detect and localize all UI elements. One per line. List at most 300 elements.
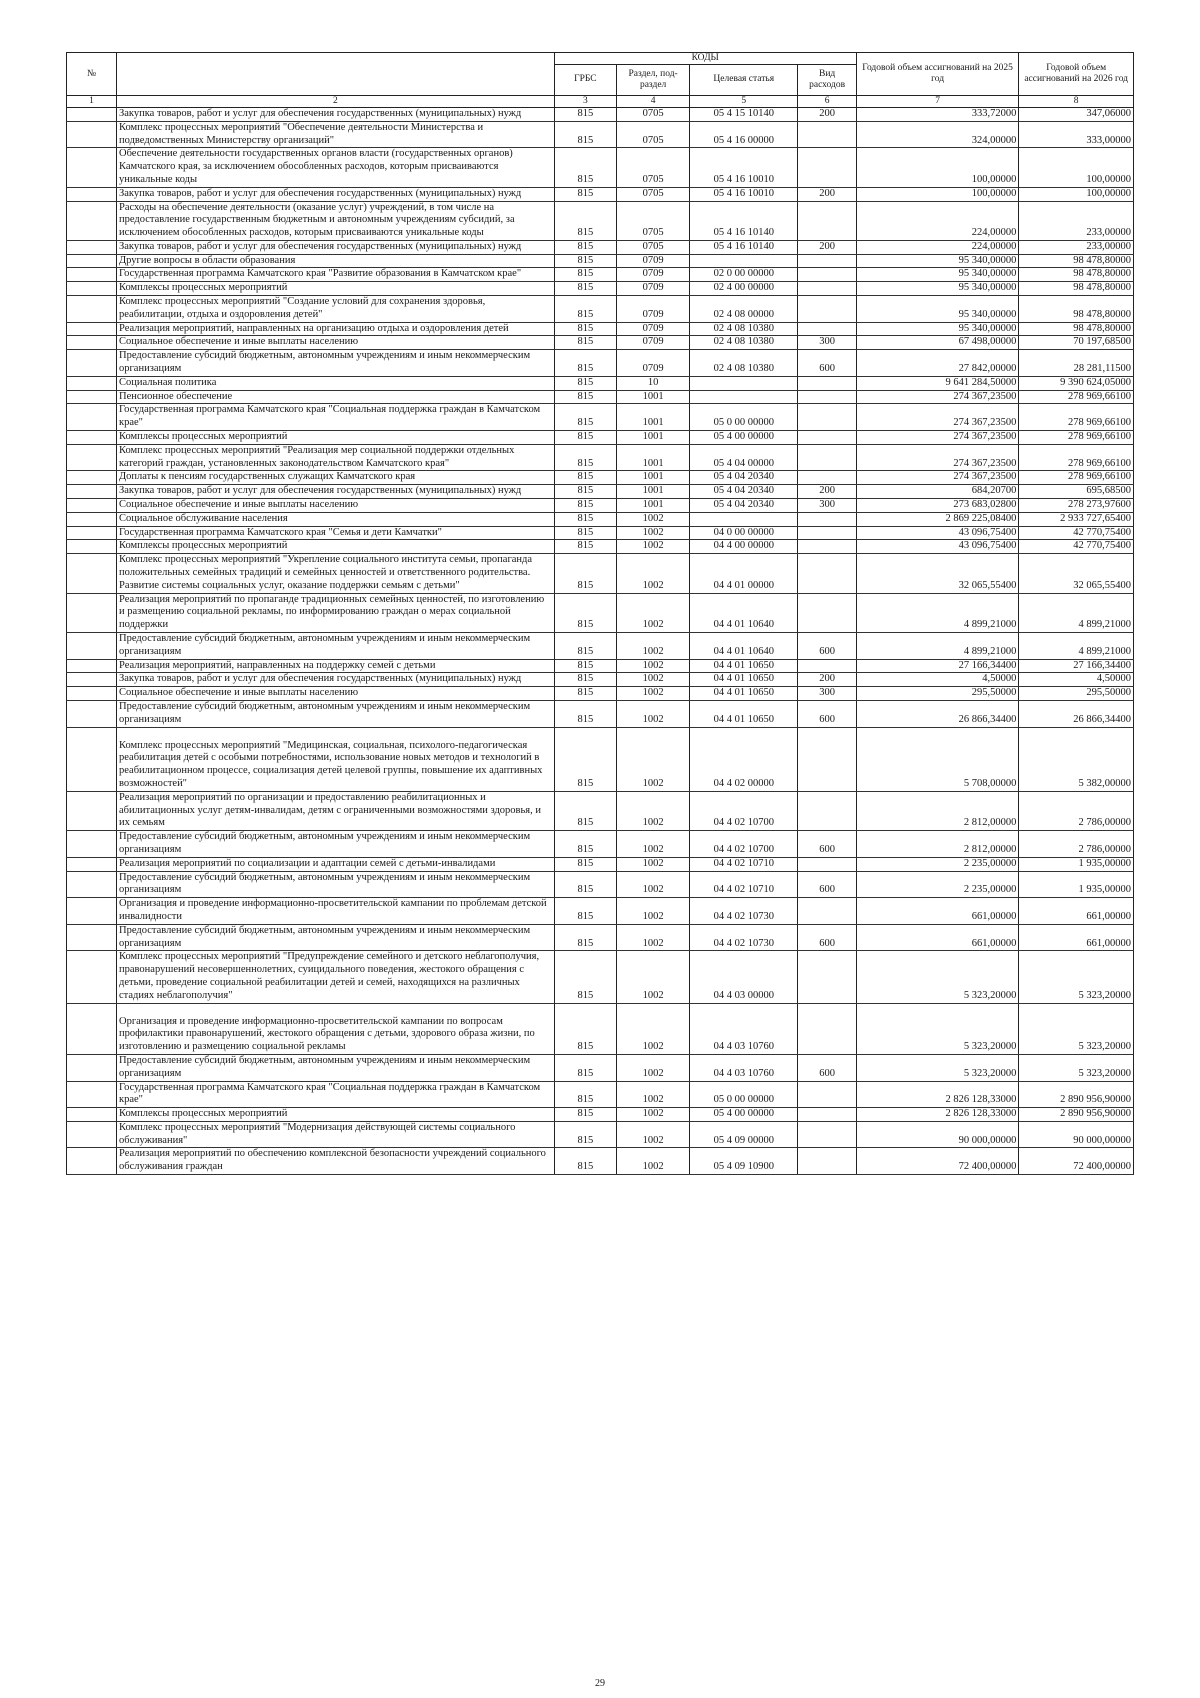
row-razdel: 10 [617, 376, 690, 390]
row-razdel: 1001 [617, 390, 690, 404]
row-grbs: 815 [554, 924, 617, 951]
row-razdel: 1002 [617, 831, 690, 858]
row-amount-2025: 2 869 225,08400 [856, 512, 1019, 526]
row-grbs: 815 [554, 471, 617, 485]
row-number-cell [67, 431, 117, 445]
table-row [67, 1003, 1134, 1054]
row-razdel: 1002 [617, 1054, 690, 1081]
row-grbs: 815 [554, 187, 617, 201]
row-amount-2025: 295,50000 [856, 687, 1019, 701]
row-amount-2026: 278 969,66100 [1019, 471, 1134, 485]
row-razdel: 0709 [617, 254, 690, 268]
row-razdel: 1002 [617, 1121, 690, 1148]
row-amount-2026: 26 866,34400 [1019, 700, 1134, 727]
row-vid-raskhodov: 200 [798, 485, 856, 499]
row-amount-2025: 274 367,23500 [856, 390, 1019, 404]
row-amount-2025: 43 096,75400 [856, 526, 1019, 540]
row-vid-raskhodov: 600 [798, 1054, 856, 1081]
row-tselevaya-statya: 02 0 00 00000 [690, 268, 798, 282]
row-amount-2025: 2 826 128,33000 [856, 1081, 1019, 1108]
row-number-cell [67, 857, 117, 871]
row-vid-raskhodov [798, 526, 856, 540]
row-name: Социальная политика [117, 376, 555, 390]
row-vid-raskhodov: 600 [798, 350, 856, 377]
row-number-cell [67, 282, 117, 296]
row-amount-2025: 2 812,00000 [856, 791, 1019, 830]
row-amount-2025: 4,50000 [856, 673, 1019, 687]
row-amount-2026: 5 382,00000 [1019, 727, 1134, 791]
row-tselevaya-statya: 04 4 02 10700 [690, 831, 798, 858]
row-razdel: 1001 [617, 444, 690, 471]
row-amount-2025: 100,00000 [856, 148, 1019, 187]
row-amount-2025: 95 340,00000 [856, 268, 1019, 282]
row-tselevaya-statya: 04 4 03 00000 [690, 951, 798, 1003]
row-amount-2025: 95 340,00000 [856, 254, 1019, 268]
row-razdel: 1002 [617, 1003, 690, 1054]
row-name: Комплекс процессных мероприятий "Обеспечение деятельности Министерства и подведомственных Министерству организаций" [117, 121, 555, 148]
row-number-cell [67, 951, 117, 1003]
row-vid-raskhodov: 600 [798, 700, 856, 727]
row-grbs: 815 [554, 871, 617, 898]
row-razdel: 1001 [617, 431, 690, 445]
header-column-numbers [67, 95, 1134, 107]
row-grbs: 815 [554, 336, 617, 350]
row-name: Другие вопросы в области образования [117, 254, 555, 268]
row-amount-2026: 42 770,75400 [1019, 526, 1134, 540]
header-kody: КОДЫ [554, 53, 856, 65]
row-amount-2025: 95 340,00000 [856, 322, 1019, 336]
row-grbs: 815 [554, 951, 617, 1003]
row-tselevaya-statya: 05 4 04 20340 [690, 499, 798, 513]
row-amount-2026: 695,68500 [1019, 485, 1134, 499]
row-number-cell [67, 791, 117, 830]
row-name: Социальное обеспечение и иные выплаты населению [117, 687, 555, 701]
table-row [67, 322, 1134, 336]
row-number-cell [67, 201, 117, 240]
row-grbs: 815 [554, 268, 617, 282]
row-name: Комплексы процессных мероприятий [117, 282, 555, 296]
row-name: Предоставление субсидий бюджетным, автономным учреждениям и иным некоммерческим организациям [117, 924, 555, 951]
row-grbs: 815 [554, 148, 617, 187]
row-tselevaya-statya: 04 4 02 10710 [690, 857, 798, 871]
row-grbs: 815 [554, 1081, 617, 1108]
row-tselevaya-statya: 05 0 00 00000 [690, 1081, 798, 1108]
table-row [67, 121, 1134, 148]
row-name: Организация и проведение информационно-просветительской кампании по вопросам профилактики правонарушений, жестокого обращения с детьми, здорового образа жизни, по изготовлению и размещению социальной рекламы [117, 1003, 555, 1054]
row-tselevaya-statya: 05 0 00 00000 [690, 404, 798, 431]
row-razdel: 1002 [617, 1081, 690, 1108]
header-grbs: ГРБС [554, 64, 617, 95]
row-razdel: 0705 [617, 107, 690, 121]
row-name: Комплекс процессных мероприятий "Модернизация действующей системы социального обслуживания" [117, 1121, 555, 1148]
row-name: Комплексы процессных мероприятий [117, 1108, 555, 1122]
row-amount-2025: 2 235,00000 [856, 857, 1019, 871]
row-amount-2026: 98 478,80000 [1019, 254, 1134, 268]
row-amount-2025: 5 708,00000 [856, 727, 1019, 791]
row-number-cell [67, 148, 117, 187]
row-amount-2025: 661,00000 [856, 898, 1019, 925]
table-row [67, 201, 1134, 240]
row-amount-2026: 90 000,00000 [1019, 1121, 1134, 1148]
table-row [67, 554, 1134, 593]
table-row [67, 951, 1134, 1003]
header-razdel: Раздел, под-раздел [617, 64, 690, 95]
row-grbs: 815 [554, 593, 617, 632]
row-tselevaya-statya: 05 4 16 10140 [690, 240, 798, 254]
row-vid-raskhodov [798, 254, 856, 268]
row-grbs: 815 [554, 633, 617, 660]
row-razdel: 0709 [617, 268, 690, 282]
row-amount-2026: 347,06000 [1019, 107, 1134, 121]
row-amount-2025: 224,00000 [856, 240, 1019, 254]
row-name: Комплекс процессных мероприятий "Укрепление социального института семьи, пропаганда положительных семейных традиций и семейных ценностей и ответственного родительства. Развитие системы социальных услуг, оказание поддержки семьям с детьми" [117, 554, 555, 593]
row-grbs: 815 [554, 1003, 617, 1054]
row-tselevaya-statya [690, 512, 798, 526]
row-razdel: 1001 [617, 404, 690, 431]
row-number-cell [67, 673, 117, 687]
row-tselevaya-statya: 04 4 01 10650 [690, 659, 798, 673]
row-tselevaya-statya: 04 4 01 10640 [690, 593, 798, 632]
row-amount-2025: 274 367,23500 [856, 471, 1019, 485]
row-razdel: 0705 [617, 201, 690, 240]
row-number-cell [67, 1003, 117, 1054]
row-amount-2025: 5 323,20000 [856, 1054, 1019, 1081]
row-amount-2026: 2 890 956,90000 [1019, 1081, 1134, 1108]
row-amount-2026: 278 273,97600 [1019, 499, 1134, 513]
row-name: Закупка товаров, работ и услуг для обеспечения государственных (муниципальных) нужд [117, 240, 555, 254]
row-amount-2026: 27 166,34400 [1019, 659, 1134, 673]
table-row [67, 404, 1134, 431]
row-vid-raskhodov [798, 951, 856, 1003]
row-name: Предоставление субсидий бюджетным, автономным учреждениям и иным некоммерческим организациям [117, 831, 555, 858]
row-razdel: 1002 [617, 659, 690, 673]
table-row [67, 268, 1134, 282]
row-amount-2026: 42 770,75400 [1019, 540, 1134, 554]
row-razdel: 0705 [617, 240, 690, 254]
row-name: Пенсионное обеспечение [117, 390, 555, 404]
row-grbs: 815 [554, 350, 617, 377]
row-amount-2026: 278 969,66100 [1019, 444, 1134, 471]
budget-table [66, 52, 1134, 1175]
row-amount-2025: 27 166,34400 [856, 659, 1019, 673]
row-amount-2026: 2 933 727,65400 [1019, 512, 1134, 526]
row-amount-2025: 4 899,21000 [856, 633, 1019, 660]
table-row [67, 282, 1134, 296]
row-vid-raskhodov [798, 390, 856, 404]
row-amount-2025: 72 400,00000 [856, 1148, 1019, 1175]
table-row [67, 1148, 1134, 1175]
row-name: Организация и проведение информационно-просветительской кампании по проблемам детской инвалидности [117, 898, 555, 925]
row-vid-raskhodov [798, 322, 856, 336]
row-tselevaya-statya: 02 4 08 10380 [690, 336, 798, 350]
row-number-cell [67, 322, 117, 336]
row-grbs: 815 [554, 121, 617, 148]
header-no: № [67, 53, 117, 96]
row-name: Обеспечение деятельности государственных органов власти (государственных органов) Камчатского края, за исключением обособленных расходов, которым присваиваются уникальные коды [117, 148, 555, 187]
row-amount-2025: 43 096,75400 [856, 540, 1019, 554]
row-tselevaya-statya: 05 4 16 10010 [690, 148, 798, 187]
row-number-cell [67, 499, 117, 513]
row-razdel: 1002 [617, 898, 690, 925]
row-number-cell [67, 526, 117, 540]
row-vid-raskhodov: 600 [798, 871, 856, 898]
row-amount-2026: 98 478,80000 [1019, 282, 1134, 296]
row-vid-raskhodov [798, 1121, 856, 1148]
row-amount-2026: 1 935,00000 [1019, 857, 1134, 871]
row-number-cell [67, 700, 117, 727]
row-tselevaya-statya: 05 4 16 00000 [690, 121, 798, 148]
row-name: Закупка товаров, работ и услуг для обеспечения государственных (муниципальных) нужд [117, 485, 555, 499]
row-number-cell [67, 240, 117, 254]
row-amount-2025: 9 641 284,50000 [856, 376, 1019, 390]
row-amount-2025: 100,00000 [856, 187, 1019, 201]
row-amount-2025: 4 899,21000 [856, 593, 1019, 632]
row-grbs: 815 [554, 687, 617, 701]
row-amount-2025: 5 323,20000 [856, 951, 1019, 1003]
row-number-cell [67, 444, 117, 471]
table-row [67, 593, 1134, 632]
table-row [67, 512, 1134, 526]
row-razdel: 1002 [617, 512, 690, 526]
row-tselevaya-statya: 05 4 00 00000 [690, 1108, 798, 1122]
row-name: Реализация мероприятий, направленных на поддержку семей с детьми [117, 659, 555, 673]
row-tselevaya-statya: 04 4 02 10700 [690, 791, 798, 830]
row-vid-raskhodov [798, 296, 856, 323]
row-razdel: 1002 [617, 687, 690, 701]
header-vid: Вид расходов [798, 64, 856, 95]
row-grbs: 815 [554, 376, 617, 390]
row-tselevaya-statya: 04 0 00 00000 [690, 526, 798, 540]
row-vid-raskhodov [798, 898, 856, 925]
col-number: 5 [690, 95, 798, 107]
row-tselevaya-statya: 04 4 02 10730 [690, 898, 798, 925]
table-row [67, 471, 1134, 485]
row-tselevaya-statya: 04 4 01 10650 [690, 687, 798, 701]
row-number-cell [67, 1054, 117, 1081]
table-row [67, 350, 1134, 377]
row-vid-raskhodov [798, 1108, 856, 1122]
row-tselevaya-statya: 02 4 00 00000 [690, 282, 798, 296]
row-number-cell [67, 659, 117, 673]
row-vid-raskhodov: 300 [798, 336, 856, 350]
table-body [67, 107, 1134, 1174]
table-row [67, 1108, 1134, 1122]
row-vid-raskhodov [798, 268, 856, 282]
row-name: Предоставление субсидий бюджетным, автономным учреждениям и иным некоммерческим организациям [117, 1054, 555, 1081]
table-row [67, 376, 1134, 390]
col-number: 6 [798, 95, 856, 107]
row-tselevaya-statya: 04 4 01 10650 [690, 700, 798, 727]
row-number-cell [67, 485, 117, 499]
row-amount-2026: 100,00000 [1019, 187, 1134, 201]
row-grbs: 815 [554, 499, 617, 513]
row-amount-2025: 2 826 128,33000 [856, 1108, 1019, 1122]
row-name: Социальное обеспечение и иные выплаты населению [117, 499, 555, 513]
row-vid-raskhodov: 600 [798, 633, 856, 660]
table-row [67, 187, 1134, 201]
header-2025: Годовой объем ассигнований на 2025 год [856, 53, 1019, 96]
row-tselevaya-statya: 05 4 16 10140 [690, 201, 798, 240]
row-number-cell [67, 187, 117, 201]
table-row [67, 254, 1134, 268]
row-vid-raskhodov [798, 471, 856, 485]
row-name: Предоставление субсидий бюджетным, автономным учреждениям и иным некоммерческим организациям [117, 350, 555, 377]
table-row [67, 727, 1134, 791]
row-number-cell [67, 540, 117, 554]
row-amount-2026: 278 969,66100 [1019, 390, 1134, 404]
row-razdel: 1002 [617, 1108, 690, 1122]
row-vid-raskhodov [798, 201, 856, 240]
row-grbs: 815 [554, 554, 617, 593]
table-row [67, 148, 1134, 187]
table-row [67, 687, 1134, 701]
row-tselevaya-statya: 04 4 02 10730 [690, 924, 798, 951]
row-name: Закупка товаров, работ и услуг для обеспечения государственных (муниципальных) нужд [117, 187, 555, 201]
table-row [67, 431, 1134, 445]
row-razdel: 0709 [617, 322, 690, 336]
table-row [67, 871, 1134, 898]
row-name: Государственная программа Камчатского края "Социальная поддержка граждан в Камчатском крае" [117, 404, 555, 431]
col-number: 7 [856, 95, 1019, 107]
row-tselevaya-statya: 04 4 03 10760 [690, 1003, 798, 1054]
row-number-cell [67, 727, 117, 791]
row-vid-raskhodov [798, 1003, 856, 1054]
row-amount-2026: 295,50000 [1019, 687, 1134, 701]
row-number-cell [67, 831, 117, 858]
row-amount-2026: 661,00000 [1019, 924, 1134, 951]
row-name: Закупка товаров, работ и услуг для обеспечения государственных (муниципальных) нужд [117, 673, 555, 687]
row-number-cell [67, 593, 117, 632]
row-amount-2026: 1 935,00000 [1019, 871, 1134, 898]
row-razdel: 1001 [617, 471, 690, 485]
row-name: Государственная программа Камчатского края "Семья и дети Камчатки" [117, 526, 555, 540]
row-vid-raskhodov: 200 [798, 187, 856, 201]
row-amount-2025: 273 683,02800 [856, 499, 1019, 513]
page-number: 29 [595, 1678, 605, 1689]
table-row [67, 499, 1134, 513]
row-vid-raskhodov [798, 444, 856, 471]
header-2026: Годовой объем ассигнований на 2026 год [1019, 53, 1134, 96]
row-grbs: 815 [554, 1108, 617, 1122]
row-number-cell [67, 404, 117, 431]
row-vid-raskhodov: 200 [798, 107, 856, 121]
row-amount-2025: 95 340,00000 [856, 282, 1019, 296]
row-razdel: 1002 [617, 791, 690, 830]
row-vid-raskhodov [798, 857, 856, 871]
row-grbs: 815 [554, 322, 617, 336]
row-amount-2026: 28 281,11500 [1019, 350, 1134, 377]
col-number: 3 [554, 95, 617, 107]
table-row [67, 107, 1134, 121]
row-grbs: 815 [554, 526, 617, 540]
row-razdel: 0709 [617, 336, 690, 350]
row-name: Государственная программа Камчатского края "Развитие образования в Камчатском крае" [117, 268, 555, 282]
row-number-cell [67, 1081, 117, 1108]
row-name: Реализация мероприятий по организации и предоставлению реабилитационных и абилитационных услуг детям-инвалидам, детям с ограниченными возможностями здоровья, и их семьям [117, 791, 555, 830]
row-tselevaya-statya: 04 4 01 00000 [690, 554, 798, 593]
row-amount-2025: 90 000,00000 [856, 1121, 1019, 1148]
row-amount-2026: 233,00000 [1019, 201, 1134, 240]
header-name [117, 53, 555, 96]
row-razdel: 1002 [617, 951, 690, 1003]
row-tselevaya-statya: 05 4 15 10140 [690, 107, 798, 121]
row-grbs: 815 [554, 254, 617, 268]
row-name: Доплаты к пенсиям государственных служащих Камчатского края [117, 471, 555, 485]
row-amount-2026: 2 890 956,90000 [1019, 1108, 1134, 1122]
row-number-cell [67, 390, 117, 404]
row-vid-raskhodov: 300 [798, 687, 856, 701]
row-tselevaya-statya: 05 4 04 20340 [690, 485, 798, 499]
table-row [67, 633, 1134, 660]
row-amount-2025: 67 498,00000 [856, 336, 1019, 350]
row-amount-2026: 333,00000 [1019, 121, 1134, 148]
row-tselevaya-statya: 05 4 09 00000 [690, 1121, 798, 1148]
row-number-cell [67, 254, 117, 268]
row-grbs: 815 [554, 296, 617, 323]
col-number: 4 [617, 95, 690, 107]
row-tselevaya-statya [690, 390, 798, 404]
table-row [67, 673, 1134, 687]
row-vid-raskhodov [798, 282, 856, 296]
row-number-cell [67, 296, 117, 323]
header-tselevaya: Целевая статья [690, 64, 798, 95]
row-amount-2026: 100,00000 [1019, 148, 1134, 187]
row-razdel: 0705 [617, 121, 690, 148]
row-name: Социальное обслуживание населения [117, 512, 555, 526]
row-grbs: 815 [554, 791, 617, 830]
row-razdel: 1001 [617, 499, 690, 513]
row-amount-2026: 5 323,20000 [1019, 1003, 1134, 1054]
row-razdel: 1002 [617, 593, 690, 632]
row-tselevaya-statya: 04 4 03 10760 [690, 1054, 798, 1081]
table-row [67, 444, 1134, 471]
row-amount-2026: 233,00000 [1019, 240, 1134, 254]
table-row [67, 390, 1134, 404]
table-row [67, 1121, 1134, 1148]
row-razdel: 1001 [617, 485, 690, 499]
row-razdel: 1002 [617, 554, 690, 593]
row-amount-2026: 98 478,80000 [1019, 322, 1134, 336]
row-tselevaya-statya: 02 4 08 10380 [690, 350, 798, 377]
row-number-cell [67, 1121, 117, 1148]
row-name: Расходы на обеспечение деятельности (оказание услуг) учреждений, в том числе на предоставление государственным бюджетным и автономным учреждениям субсидий, за исключением обособленных расходов, которым присваиваются уникальные коды [117, 201, 555, 240]
row-grbs: 815 [554, 404, 617, 431]
table-row [67, 924, 1134, 951]
row-amount-2026: 2 786,00000 [1019, 791, 1134, 830]
row-name: Предоставление субсидий бюджетным, автономным учреждениям и иным некоммерческим организациям [117, 871, 555, 898]
row-number-cell [67, 107, 117, 121]
row-vid-raskhodov [798, 593, 856, 632]
row-amount-2026: 4 899,21000 [1019, 593, 1134, 632]
row-number-cell [67, 1148, 117, 1175]
row-tselevaya-statya: 05 4 04 00000 [690, 444, 798, 471]
row-tselevaya-statya: 04 4 02 10710 [690, 871, 798, 898]
row-razdel: 1002 [617, 857, 690, 871]
row-tselevaya-statya: 05 4 09 10900 [690, 1148, 798, 1175]
row-grbs: 815 [554, 857, 617, 871]
row-vid-raskhodov [798, 727, 856, 791]
row-amount-2025: 95 340,00000 [856, 296, 1019, 323]
row-name: Комплексы процессных мероприятий [117, 540, 555, 554]
table-row [67, 898, 1134, 925]
row-amount-2025: 2 812,00000 [856, 831, 1019, 858]
row-amount-2025: 333,72000 [856, 107, 1019, 121]
row-grbs: 815 [554, 700, 617, 727]
row-vid-raskhodov [798, 512, 856, 526]
row-amount-2025: 324,00000 [856, 121, 1019, 148]
row-grbs: 815 [554, 673, 617, 687]
row-razdel: 1002 [617, 727, 690, 791]
